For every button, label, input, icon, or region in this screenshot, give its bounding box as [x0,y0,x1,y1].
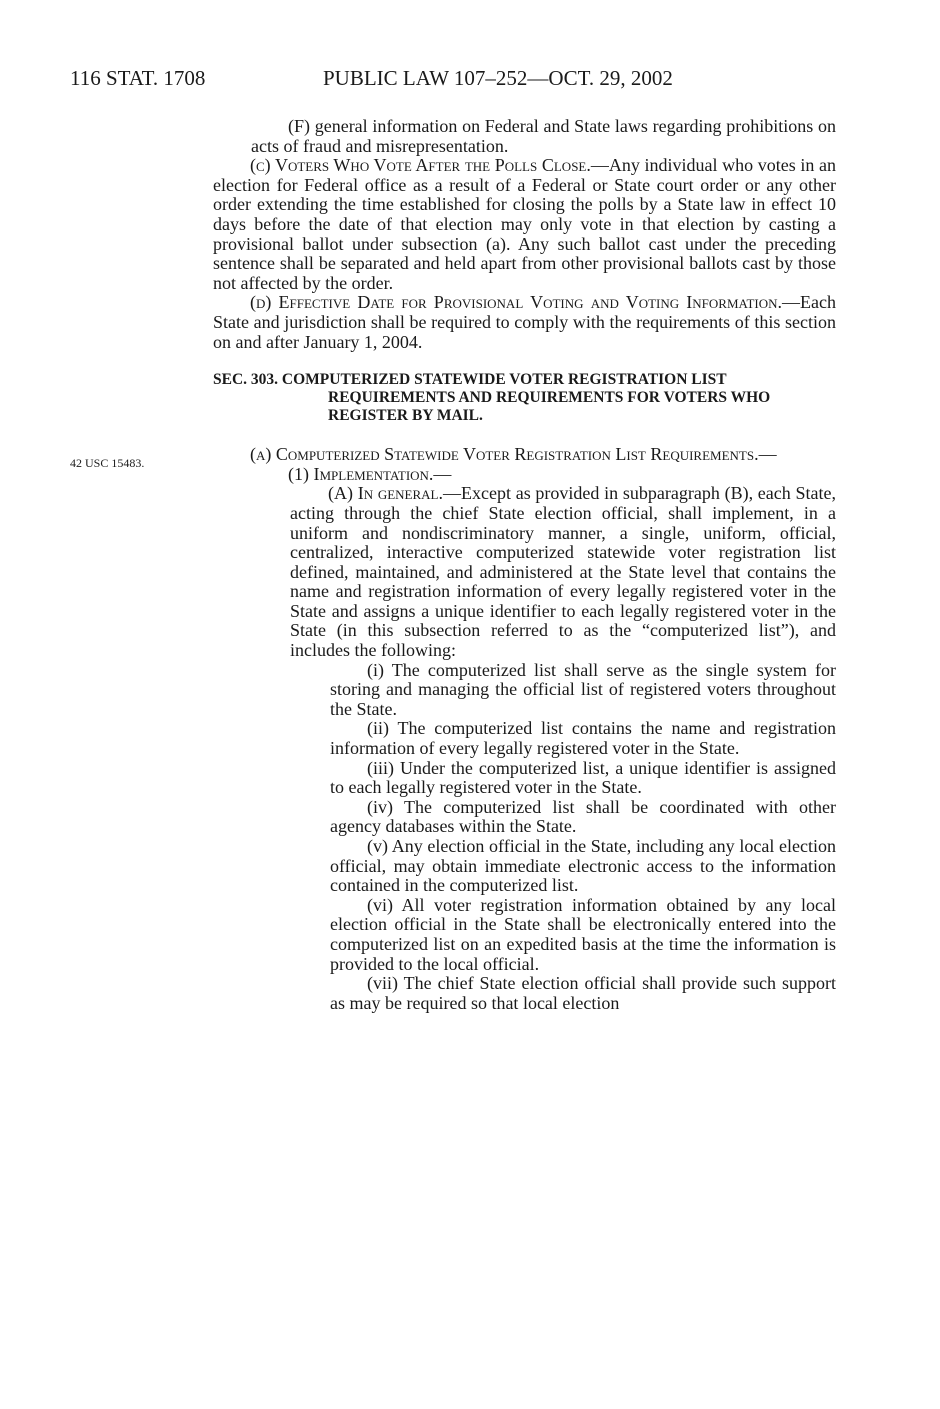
paragraph-f: (F) general information on Federal and State laws regarding prohibitions on acts of fraud and misrepresentation. [251,116,836,156]
subsection-d-heading: (d) Effective Date for Provisional Voting and Voting Information. [250,292,783,313]
clause-v: (v) Any election official in the State, including any local election official, may obtain immediate electronic access to the information contained in the computerized list. [330,836,836,896]
paragraph-1-heading: (1) Implementation.— [288,463,452,484]
margin-usc-citation: 42 USC 15483. [70,456,145,470]
subsection-d [213,293,836,352]
subsection-c-heading: (c) Voters Who Vote After the Polls Close. [250,155,591,176]
statute-page-number: 116 STAT. 1708 [70,66,206,90]
document-body [213,117,836,1013]
clause-i: (i) The computerized list shall serve as the single system for storing and managing the official list of registered voters throughout the State. [330,659,836,719]
clause-iv: (iv) The computerized list shall be coordinated with other agency databases within the State. [330,796,836,837]
section-303-title: SEC. 303. COMPUTERIZED STATEWIDE VOTER REGISTRATION LIST REQUIREMENTS AND REQUIREMENTS FOR VOTERS WHO REGISTER BY MAIL. [213,371,771,425]
clause-vii: (vii) The chief State election official shall provide such support as may be required so that local election [330,973,836,1013]
subparagraph-A-heading: (A) In general. [328,483,443,504]
clause-iii: (iii) Under the computerized list, a unique identifier is assigned to each legally registered voter in the State. [330,757,836,798]
page-header [70,66,870,96]
subparagraph-A-text: —Except as provided in subparagraph (B), each State, acting through the chief State election official, shall implement, in a uniform and nondiscriminatory manner, a single, uniform, official, centralized, interactive computerized statewide voter registration list defined, maintained, and administered at the State level that contains the name and registration information of every legally registered voter in the State and assigns a unique identifier to each legally registered voter in the State (in this subsection referred to as the “computerized list”), and includes the following: [290,483,836,661]
subparagraph-A [213,484,836,660]
clause-vi: (vi) All voter registration information obtained by any local election official in the State shall be electronically entered into the computerized list on an expedited basis at the time the information is provided to the local official. [330,894,836,974]
public-law-citation: PUBLIC LAW 107–252—OCT. 29, 2002 [323,66,673,90]
subsection-a-heading: (a) Computerized Statewide Voter Registration List Requirements.— [250,444,777,465]
clause-ii: (ii) The computerized list contains the name and registration information of every legally registered voter in the State. [330,718,836,759]
subsection-d-text: —Each State and jurisdiction shall be required to comply with the requirements of this section on and after January 1, 2004. [213,292,836,352]
subsection-c-text: —Any individual who votes in an election for Federal office as a result of a Federal or State court order or any other order extending the time established for closing the polls by a State law in effect 10 days before the date of that election may only vote in that election by casting a provisional ballot under subsection (a). Any such ballot cast under the preceding sentence shall be separated and held apart from other provisional ballots cast by those not affected by the order. [213,155,836,293]
subsection-c [213,156,836,293]
